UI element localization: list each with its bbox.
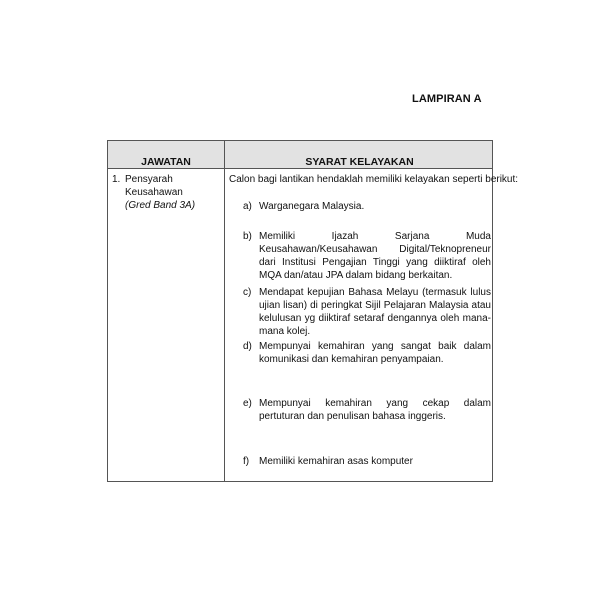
requirements-intro: Calon bagi lantikan hendaklah memiliki kelayakan seperti berikut: <box>229 174 519 185</box>
requirements-table <box>107 140 519 482</box>
column-divider <box>224 141 225 481</box>
position-title-line1: Pensyarah <box>125 174 173 185</box>
position-grade: (Gred Band 3A) <box>125 200 196 211</box>
position-title <box>125 173 220 212</box>
requirement-text: Warganegara Malaysia. <box>259 201 365 212</box>
position-title-line2: Keusahawan <box>125 187 183 198</box>
header-position: JAWATAN <box>141 156 191 168</box>
requirement-text: Mendapat kepujian Bahasa Melayu (termasuk lulus ujian lisan) di peringkat Sijil Pelajaran Malaysia atau kelulusan yg diiktiraf setaraf dengannya oleh mana-mana kolej. <box>259 287 491 337</box>
requirement-marker: f) <box>243 456 250 467</box>
requirement-marker: b) <box>243 231 252 242</box>
requirement-marker: e) <box>243 398 252 409</box>
requirement-text: Memiliki Ijazah Sarjana Muda Keusahawan/Keusahawan Digital/Teknopreneur dari Institusi Pengajian Tinggi yang diiktiraf oleh MQA dan/atau JPA dalam bidang berkaitan. <box>259 231 491 281</box>
requirement-text: Mempunyai kemahiran yang sangat baik dalam komunikasi dan kemahiran penyampaian. <box>259 341 491 365</box>
requirement-marker: c) <box>243 287 252 298</box>
requirement-marker: d) <box>243 341 252 352</box>
table-header-row <box>108 141 492 169</box>
requirement-text: Mempunyai kemahiran yang cekap dalam pertuturan dan penulisan bahasa inggeris. <box>259 398 491 422</box>
header-requirements: SYARAT KELAYAKAN <box>305 156 414 168</box>
page-title: LAMPIRAN A <box>412 93 482 105</box>
position-number: 1. <box>112 174 121 185</box>
requirement-marker: a) <box>243 201 252 212</box>
requirement-text: Memiliki kemahiran asas komputer <box>259 456 413 467</box>
